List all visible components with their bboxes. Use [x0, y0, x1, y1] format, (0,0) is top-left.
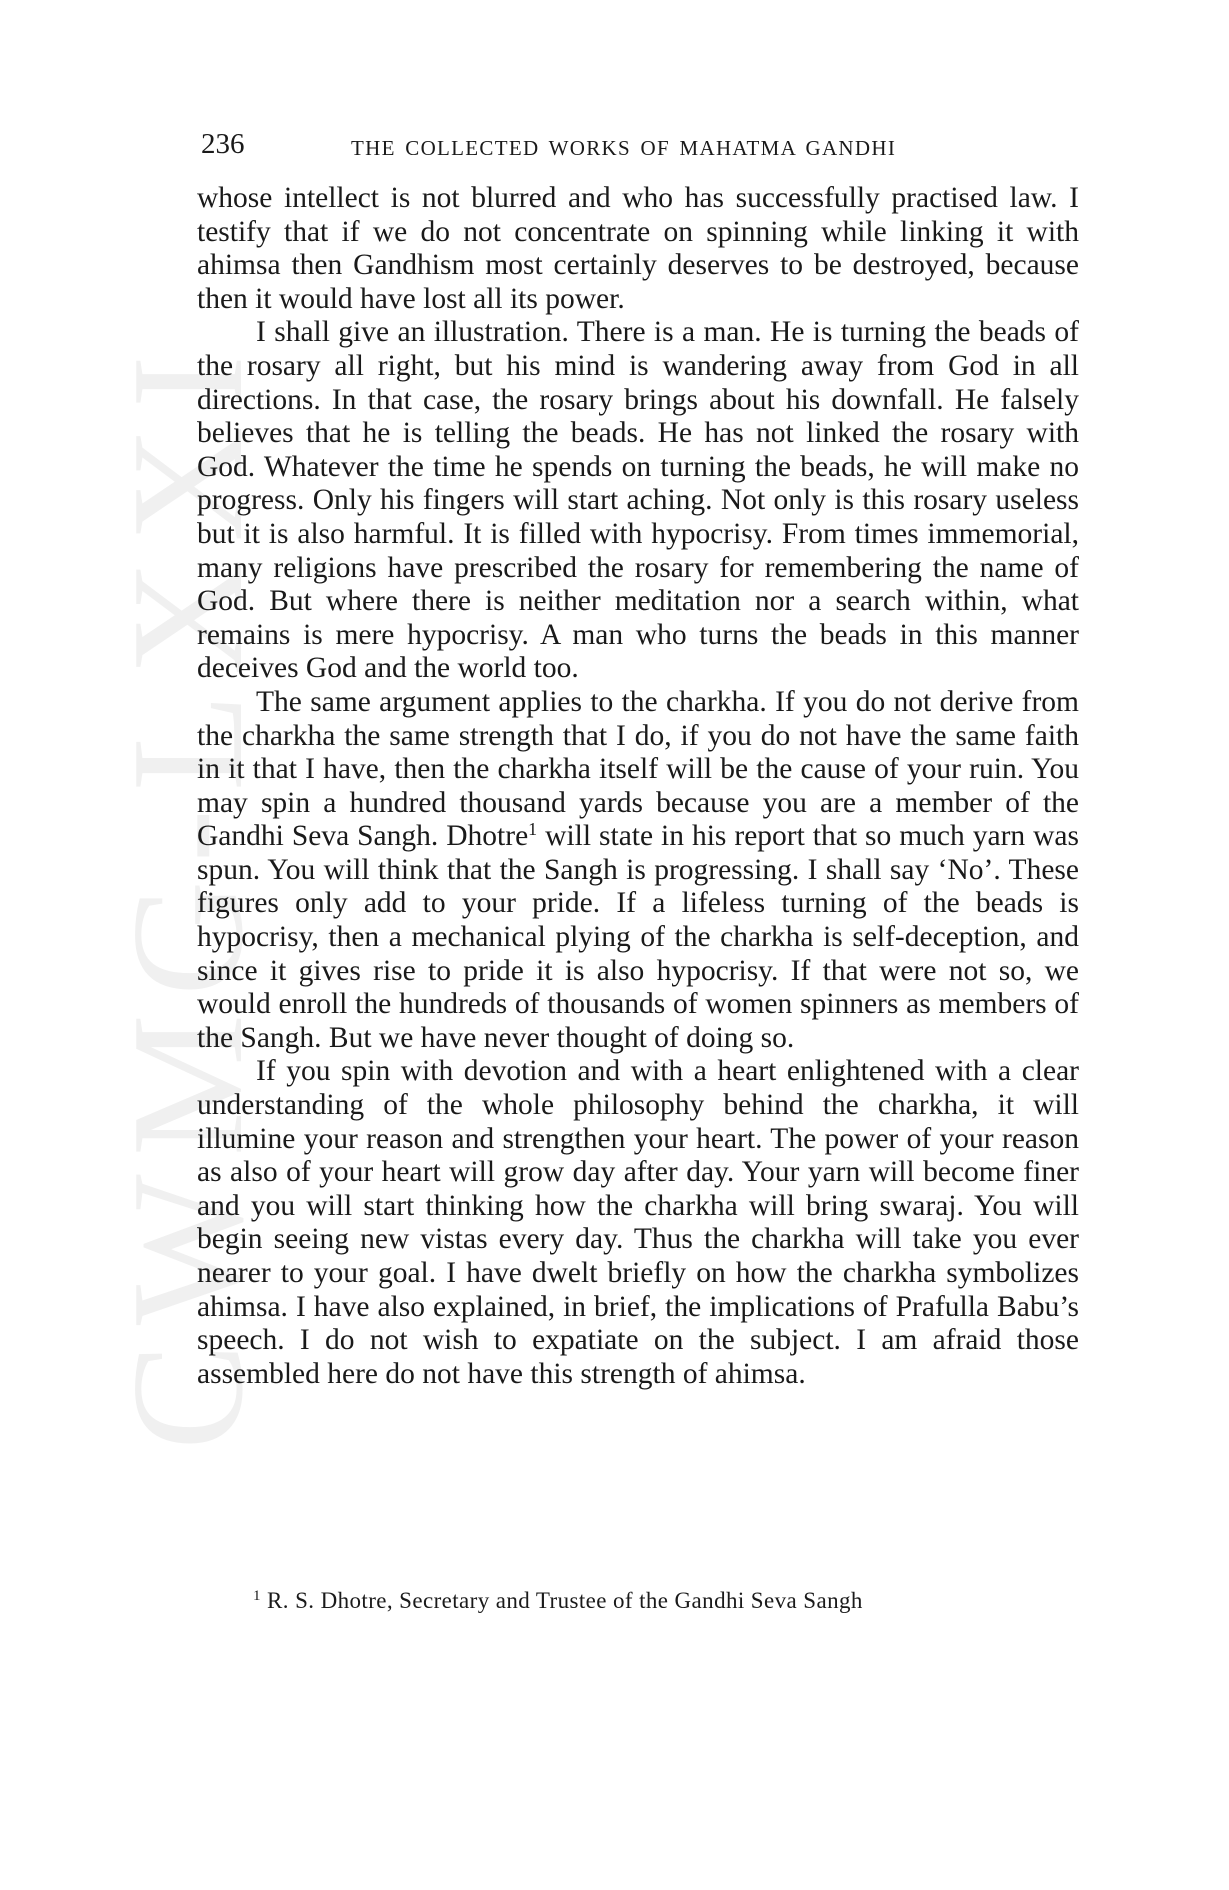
paragraph-3-text-end: will state in his report that so much yarn was spun. You will think that the Sangh is progressing. I shall say ‘No’. These figures only add to your pride. If a lifeless turning of the beads is hypocrisy, then a mechanical plying of the charkha is self-deception, and since it gives rise to pride it is also hypocrisy. If that were not so, we would enroll the hundreds of thousands of women spinners as members of the Sangh. But we have never thought of doing so.: [197, 820, 1080, 1054]
body-text: [197, 182, 1079, 1391]
footnote-marker: 1: [253, 1588, 261, 1604]
paragraph-1: [197, 182, 1079, 316]
paragraph-4-text: If you spin with devotion and with a heart enlightened with a clear understanding of the whole philosophy behind the charkha, it will illumine your reason and strengthen your heart. The power of your reason as also of your heart will grow day after day. Your yarn will become finer and you will start thinking how the charkha will bring swaraj. You will begin seeing new vistas every day. Thus the charkha will take you ever nearer to your goal. I have dwelt briefly on how the charkha symbolizes ahimsa. I have also explained, in brief, the implications of Prafulla Babu’s speech. I do not wish to expatiate on the subject. I am afraid those assembled here do not have this strength of ahimsa.: [197, 1055, 1079, 1390]
paragraph-4: [197, 1055, 1079, 1391]
page-header: [201, 128, 1081, 168]
footnote-text: R. S. Dhotre, Secretary and Trustee of the Gandhi Seva Sangh: [260, 1588, 863, 1613]
footnote: [253, 1588, 1053, 1614]
footnote-reference: 1: [528, 819, 538, 840]
paragraph-3: [197, 686, 1079, 1056]
paragraph-1-text: whose intellect is not blurred and who has successfully practised law. I testify that if we do not concentrate on spinning while linking it with ahimsa then Gandhism most certainly deserves to be destroyed, because then it would have lost all its power.: [197, 182, 1079, 315]
running-head: THE COLLECTED WORKS OF MAHATMA GANDHI: [351, 136, 897, 160]
page-number: 236: [201, 128, 245, 160]
watermark: CWMG-LXXI: [98, 337, 276, 1450]
paragraph-2-text: I shall give an illustration. There is a man. He is turning the beads of the rosary all right, but his mind is wandering away from God in all directions. In that case, the rosary brings about his downfall. He falsely believes that he is telling the beads. He has not linked the rosary with God. Whatever the time he spends on turning the beads, he will make no progress. Only his fingers will start aching. Not only is this rosary useless but it is also harmful. It is filled with hypocrisy. From times immemorial, many religions have prescribed the rosary for remembering the name of God. But where there is neither meditation nor a search within, what remains is mere hypocrisy. A man who turns the beads in this manner deceives God and the world too.: [197, 316, 1079, 685]
paragraph-3-text-start: The same argument applies to the charkha. If you do not derive from the charkha the same strength that I do, if you do not have the same faith in it that I have, then the charkha itself will be the cause of your ruin. You may spin a hundred thousand yards because you are a member of the Gandhi Seva Sangh. Dhotre: [197, 685, 1079, 853]
paragraph-2: [197, 316, 1079, 686]
